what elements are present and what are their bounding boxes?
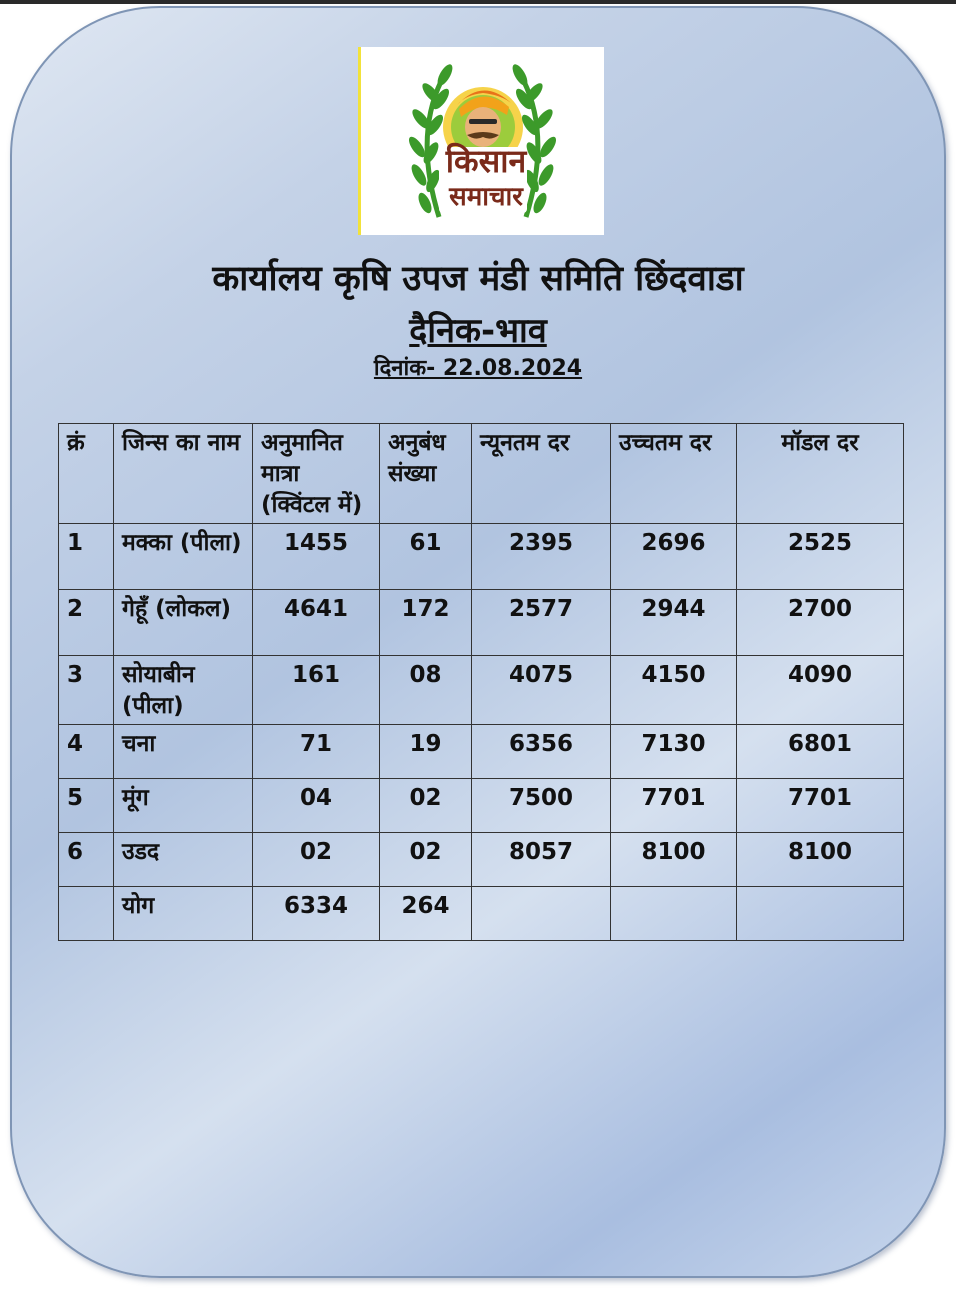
daily-rates-table bbox=[58, 423, 904, 941]
cell-contracts: 02 bbox=[380, 779, 472, 833]
kisan-samachar-logo bbox=[358, 47, 604, 235]
cell-max-rate: 4150 bbox=[611, 656, 737, 725]
cell-commodity: मूंग bbox=[114, 779, 253, 833]
cell-modal-rate: 7701 bbox=[737, 779, 904, 833]
top-border bbox=[0, 0, 956, 4]
table-row bbox=[59, 779, 904, 833]
cell-min-rate: 4075 bbox=[472, 656, 611, 725]
cell-modal-rate: 2525 bbox=[737, 524, 904, 590]
col-header-contracts: अनुबंध संख्या bbox=[380, 424, 472, 524]
cell-min-rate bbox=[472, 887, 611, 941]
total-contracts: 264 bbox=[380, 887, 472, 941]
cell-sn: 2 bbox=[59, 590, 114, 656]
cell-quantity: 161 bbox=[253, 656, 380, 725]
cell-sn: 1 bbox=[59, 524, 114, 590]
cell-contracts: 172 bbox=[380, 590, 472, 656]
cell-contracts: 08 bbox=[380, 656, 472, 725]
office-title: कार्यालय कृषि उपज मंडी समिति छिंदवाडा bbox=[212, 259, 744, 299]
col-header-modal-rate: मॉडल दर bbox=[737, 424, 904, 524]
col-header-min-rate: न्यूनतम दर bbox=[472, 424, 611, 524]
col-header-quantity: अनुमानित मात्रा (क्विंटल में) bbox=[253, 424, 380, 524]
cell-max-rate: 7130 bbox=[611, 725, 737, 779]
cell-modal-rate: 8100 bbox=[737, 833, 904, 887]
table-row bbox=[59, 590, 904, 656]
col-header-max-rate: उच्चतम दर bbox=[611, 424, 737, 524]
cell-min-rate: 2395 bbox=[472, 524, 611, 590]
cell-modal-rate: 2700 bbox=[737, 590, 904, 656]
cell-quantity: 71 bbox=[253, 725, 380, 779]
cell-max-rate: 2944 bbox=[611, 590, 737, 656]
cell-modal-rate: 6801 bbox=[737, 725, 904, 779]
table-header-row bbox=[59, 424, 904, 524]
total-label: योग bbox=[114, 887, 253, 941]
cell-commodity: सोयाबीन (पीला) bbox=[114, 656, 253, 725]
table-total-row bbox=[59, 887, 904, 941]
cell-max-rate bbox=[611, 887, 737, 941]
table-row bbox=[59, 833, 904, 887]
cell-max-rate: 8100 bbox=[611, 833, 737, 887]
cell-quantity: 04 bbox=[253, 779, 380, 833]
cell-sn: 4 bbox=[59, 725, 114, 779]
cell-sn: 6 bbox=[59, 833, 114, 887]
table-row bbox=[59, 524, 904, 590]
cell-contracts: 61 bbox=[380, 524, 472, 590]
cell-min-rate: 8057 bbox=[472, 833, 611, 887]
col-header-sn: क्रं bbox=[59, 424, 114, 524]
logo-text-kisan: किसान bbox=[445, 142, 527, 180]
cell-quantity: 4641 bbox=[253, 590, 380, 656]
report-title: दैनिक-भाव bbox=[409, 311, 547, 351]
cell-commodity: गेहूँ (लोकल) bbox=[114, 590, 253, 656]
total-quantity: 6334 bbox=[253, 887, 380, 941]
cell-max-rate: 7701 bbox=[611, 779, 737, 833]
cell-min-rate: 6356 bbox=[472, 725, 611, 779]
col-header-commodity: जिन्स का नाम bbox=[114, 424, 253, 524]
cell-sn: 5 bbox=[59, 779, 114, 833]
cell-sn bbox=[59, 887, 114, 941]
report-date: दिनांक- 22.08.2024 bbox=[373, 356, 583, 381]
cell-sn: 3 bbox=[59, 656, 114, 725]
cell-contracts: 02 bbox=[380, 833, 472, 887]
cell-commodity: मक्का (पीला) bbox=[114, 524, 253, 590]
table-row bbox=[59, 656, 904, 725]
cell-contracts: 19 bbox=[380, 725, 472, 779]
table-row bbox=[59, 725, 904, 779]
logo-text-samachar: समाचार bbox=[449, 182, 523, 212]
cell-modal-rate: 4090 bbox=[737, 656, 904, 725]
cell-modal-rate bbox=[737, 887, 904, 941]
cell-commodity: उडद bbox=[114, 833, 253, 887]
cell-min-rate: 2577 bbox=[472, 590, 611, 656]
cell-max-rate: 2696 bbox=[611, 524, 737, 590]
cell-quantity: 1455 bbox=[253, 524, 380, 590]
cell-quantity: 02 bbox=[253, 833, 380, 887]
cell-commodity: चना bbox=[114, 725, 253, 779]
cell-min-rate: 7500 bbox=[472, 779, 611, 833]
